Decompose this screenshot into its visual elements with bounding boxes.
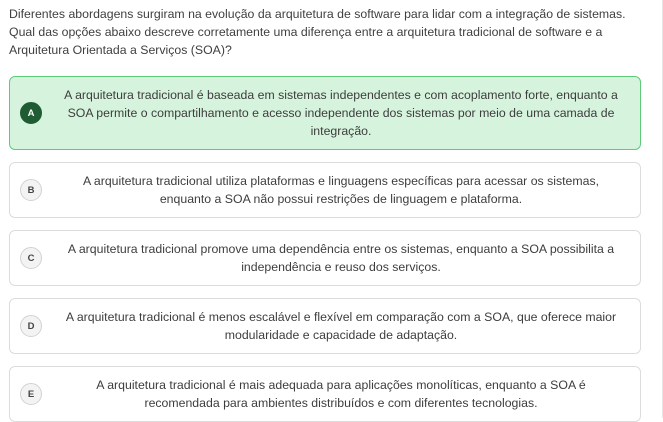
option-text: A arquitetura tradicional é menos escalável e flexível em comparação com a SOA, que oferece maior modularidade e capacidade de adaptação.: [65, 310, 617, 342]
option-text: A arquitetura tradicional é mais adequada para aplicações monolíticas, enquanto a SOA é recomendada para ambientes distribuídos e com diferentes tecnologias.: [96, 378, 586, 410]
option-text: A arquitetura tradicional é baseada em sistemas independentes e com acoplamento forte, enquanto a SOA permite o compartilhamento e acesso independente dos sistemas por meio de uma camada de integração.: [64, 88, 618, 138]
option-letter-badge: D: [20, 315, 42, 337]
option-letter-badge: A: [20, 102, 42, 124]
option-d[interactable]: [9, 298, 641, 354]
option-text: A arquitetura tradicional promove uma dependência entre os sistemas, enquanto a SOA possibilita a independência e reuso dos serviços.: [67, 242, 615, 274]
option-letter-badge: E: [20, 383, 42, 405]
option-a[interactable]: [9, 76, 641, 150]
option-letter-badge: B: [20, 179, 42, 201]
option-e[interactable]: [9, 366, 641, 422]
question-text: Diferentes abordagens surgiram na evolução da arquitetura de software para lidar com a integração de sistemas. Qual das opções abaixo descreve corretamente uma diferença entre a arquitetura tradicional de software e a Arquitetura Orientada a Serviços (SOA)?: [9, 7, 626, 57]
option-text: A arquitetura tradicional utiliza plataformas e linguagens específicas para acessar os sistemas, enquanto a SOA não possui restrições de linguagem e plataforma.: [82, 174, 600, 206]
option-b[interactable]: [9, 162, 641, 218]
option-c[interactable]: [9, 230, 641, 286]
option-letter-badge: C: [20, 247, 42, 269]
